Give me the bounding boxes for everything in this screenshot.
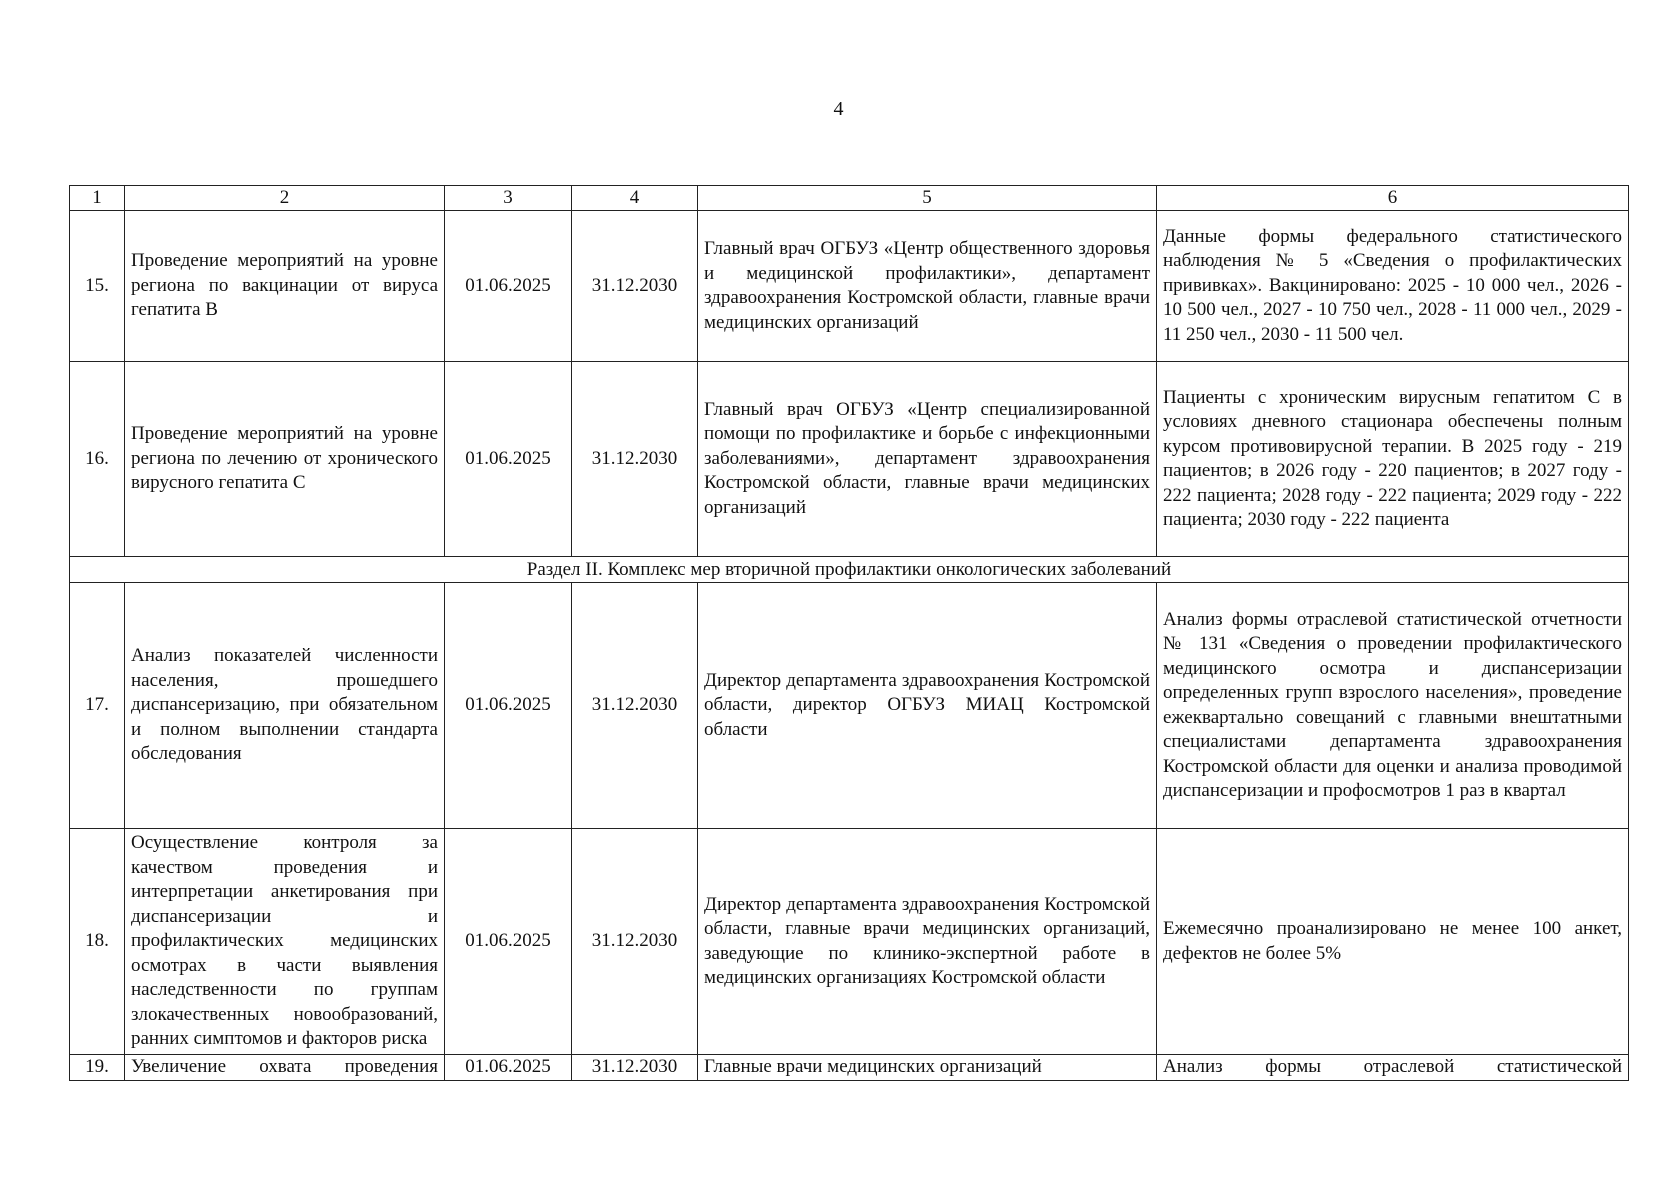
expected-result: Ежемесячно проанализировано не менее 100 анкет, дефектов не более 5%	[1157, 829, 1629, 1055]
measure-title: Увеличение охвата проведения	[125, 1055, 445, 1081]
responsible-persons: Главный врач ОГБУЗ «Центр специализированной помощи по профилактике и борьбе с инфекционными заболеваниями», департамент здравоохранения Костромской области, главные врачи медицинских организаций	[698, 362, 1157, 557]
start-date: 01.06.2025	[445, 829, 572, 1055]
end-date: 31.12.2030	[572, 829, 698, 1055]
table-row	[70, 1055, 1629, 1081]
expected-result: Пациенты с хроническим вирусным гепатитом С в условиях дневного стационара обеспечены полным курсом противовирусной терапии. В 2025 году - 219 пациентов; в 2026 году - 220 пациентов; в 2027 году - 222 пациента; 2028 году - 222 пациента; 2029 году - 222 пациента; 2030 году - 222 пациента	[1157, 362, 1629, 557]
row-number: 19.	[70, 1055, 125, 1081]
measure-title: Проведение мероприятий на уровне региона по лечению от хронического вирусного гепатита С	[125, 362, 445, 557]
row-number: 17.	[70, 583, 125, 829]
section-title: Раздел II. Комплекс мер вторичной профилактики онкологических заболеваний	[70, 557, 1629, 583]
column-number-header: 6	[1157, 186, 1629, 211]
table-row	[70, 583, 1629, 829]
measure-title: Анализ показателей численности населения, прошедшего диспансеризацию, при обязательном и полном выполнении стандарта обследования	[125, 583, 445, 829]
column-number-header: 5	[698, 186, 1157, 211]
table-row	[70, 362, 1629, 557]
expected-result: Анализ формы отраслевой статистической	[1157, 1055, 1629, 1081]
column-number-header: 4	[572, 186, 698, 211]
measures-table	[69, 185, 1629, 1081]
responsible-persons: Директор департамента здравоохранения Костромской области, директор ОГБУЗ МИАЦ Костромской области	[698, 583, 1157, 829]
measure-title: Проведение мероприятий на уровне региона по вакцинации от вируса гепатита В	[125, 211, 445, 362]
column-number-header: 3	[445, 186, 572, 211]
section-row	[70, 557, 1629, 583]
expected-result: Данные формы федерального статистического наблюдения № 5 «Сведения о профилактических прививках». Вакцинировано: 2025 - 10 000 чел., 2026 - 10 500 чел., 2027 - 10 750 чел., 2028 - 11 000 чел., 2029 - 11 250 чел., 2030 - 11 500 чел.	[1157, 211, 1629, 362]
responsible-persons: Главные врачи медицинских организаций	[698, 1055, 1157, 1081]
measure-title: Осуществление контроля за качеством проведения и интерпретации анкетирования при диспансеризации и профилактических медицинских осмотрах в части выявления наследственности по группам злокачественных новообразований, ранних симптомов и факторов риска	[125, 829, 445, 1055]
row-number: 15.	[70, 211, 125, 362]
start-date: 01.06.2025	[445, 211, 572, 362]
end-date: 31.12.2030	[572, 1055, 698, 1081]
end-date: 31.12.2030	[572, 211, 698, 362]
page-number: 4	[833, 98, 844, 120]
column-number-header: 2	[125, 186, 445, 211]
start-date: 01.06.2025	[445, 1055, 572, 1081]
responsible-persons: Директор департамента здравоохранения Костромской области, главные врачи медицинских организаций, заведующие по клинико-экспертной работе в медицинских организациях Костромской области	[698, 829, 1157, 1055]
responsible-persons: Главный врач ОГБУЗ «Центр общественного здоровья и медицинской профилактики», департамент здравоохранения Костромской области, главные врачи медицинских организаций	[698, 211, 1157, 362]
row-number: 16.	[70, 362, 125, 557]
end-date: 31.12.2030	[572, 362, 698, 557]
end-date: 31.12.2030	[572, 583, 698, 829]
row-number: 18.	[70, 829, 125, 1055]
table-header-row	[70, 186, 1629, 211]
start-date: 01.06.2025	[445, 583, 572, 829]
expected-result: Анализ формы отраслевой статистической отчетности № 131 «Сведения о проведении профилактического медицинского осмотра и диспансеризации определенных групп взрослого населения», проведение ежеквартально совещаний с главными внештатными специалистами департамента здравоохранения Костромской области для оценки и анализа проводимой диспансеризации и профосмотров 1 раз в квартал	[1157, 583, 1629, 829]
table-row	[70, 829, 1629, 1055]
column-number-header: 1	[70, 186, 125, 211]
start-date: 01.06.2025	[445, 362, 572, 557]
table-row	[70, 211, 1629, 362]
